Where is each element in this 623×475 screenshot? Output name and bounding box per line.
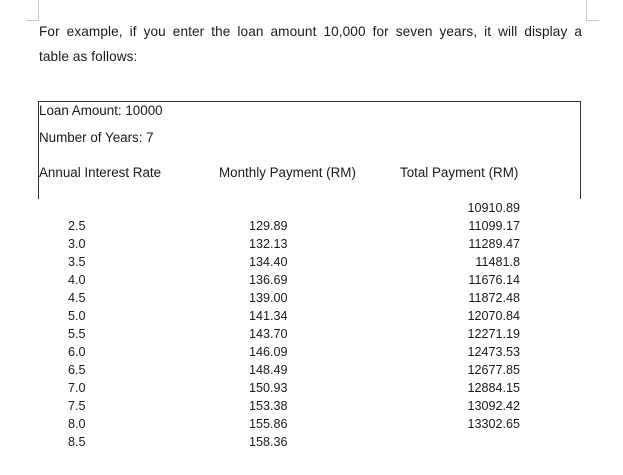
loan-amount-line: Loan Amount: 10000 [39, 103, 163, 118]
total-payment-cell: 12070.84 [467, 309, 520, 323]
total-payment-cell: 13302.65 [467, 417, 520, 431]
total-payment-cell: 11099.17 [468, 219, 520, 233]
payment-table [0, 199, 623, 451]
rate-cell: 3.0 [68, 237, 86, 251]
rate-cell: 2.5 [68, 219, 86, 233]
table-row [0, 199, 623, 217]
table-row [0, 307, 623, 325]
table-row [0, 433, 623, 451]
rate-cell: 5.5 [68, 327, 86, 341]
total-payment-cell: 12271.19 [467, 327, 520, 341]
total-payment-cell: 11481.8 [475, 255, 520, 269]
monthly-payment-cell: 150.93 [249, 381, 288, 395]
rate-cell: 4.0 [68, 273, 86, 287]
table-row [0, 271, 623, 289]
rate-cell: 4.5 [68, 291, 86, 305]
rate-cell: 3.5 [68, 255, 86, 269]
header-monthly-payment: Monthly Payment (RM) [219, 165, 356, 180]
monthly-payment-cell: 148.49 [249, 363, 288, 377]
table-row [0, 325, 623, 343]
monthly-payment-cell: 129.89 [249, 219, 288, 233]
total-payment-cell: 12677.85 [467, 363, 520, 377]
number-of-years-line: Number of Years: 7 [39, 130, 154, 145]
monthly-payment-cell: 132.13 [249, 237, 288, 251]
monthly-payment-cell: 153.38 [249, 399, 288, 413]
header-annual-interest-rate: Annual Interest Rate [39, 165, 162, 180]
monthly-payment-cell: 158.36 [249, 435, 288, 449]
monthly-payment-cell: 134.40 [249, 255, 288, 269]
monthly-payment-cell: 155.86 [249, 417, 288, 431]
table-row [0, 361, 623, 379]
header-total-payment: Total Payment (RM) [400, 165, 519, 180]
rate-cell: 5.0 [68, 309, 86, 323]
total-payment-cell: 12884.15 [467, 381, 520, 395]
rate-cell: 8.5 [68, 435, 86, 449]
monthly-payment-cell: 141.34 [249, 309, 288, 323]
monthly-payment-cell: 136.69 [249, 273, 288, 287]
table-row [0, 253, 623, 271]
table-row [0, 289, 623, 307]
total-payment-cell: 13092.42 [467, 399, 520, 413]
table-row [0, 343, 623, 361]
rate-cell: 7.5 [68, 399, 86, 413]
total-payment-cell: 11872.48 [468, 291, 520, 305]
table-row [0, 379, 623, 397]
monthly-payment-cell: 139.00 [249, 291, 288, 305]
total-payment-cell: 10910.89 [467, 201, 520, 215]
total-payment-cell: 11676.14 [468, 273, 520, 287]
top-left-crop-mark [26, 0, 39, 21]
monthly-payment-cell: 143.70 [249, 327, 288, 341]
table-row [0, 235, 623, 253]
intro-paragraph-line-1: For example, if you enter the loan amount 10,000 for seven years, it will display a [39, 24, 582, 39]
total-payment-cell: 11289.47 [468, 237, 520, 251]
rate-cell: 6.0 [68, 345, 86, 359]
table-row [0, 415, 623, 433]
rate-cell: 6.5 [68, 363, 86, 377]
rate-cell: 8.0 [68, 417, 86, 431]
table-row [0, 397, 623, 415]
rate-cell: 7.0 [68, 381, 86, 395]
total-payment-cell: 12473.53 [467, 345, 520, 359]
intro-paragraph-line-2: table as follows: [39, 49, 138, 64]
top-right-crop-mark [586, 0, 599, 21]
monthly-payment-cell: 146.09 [249, 345, 288, 359]
table-row [0, 217, 623, 235]
